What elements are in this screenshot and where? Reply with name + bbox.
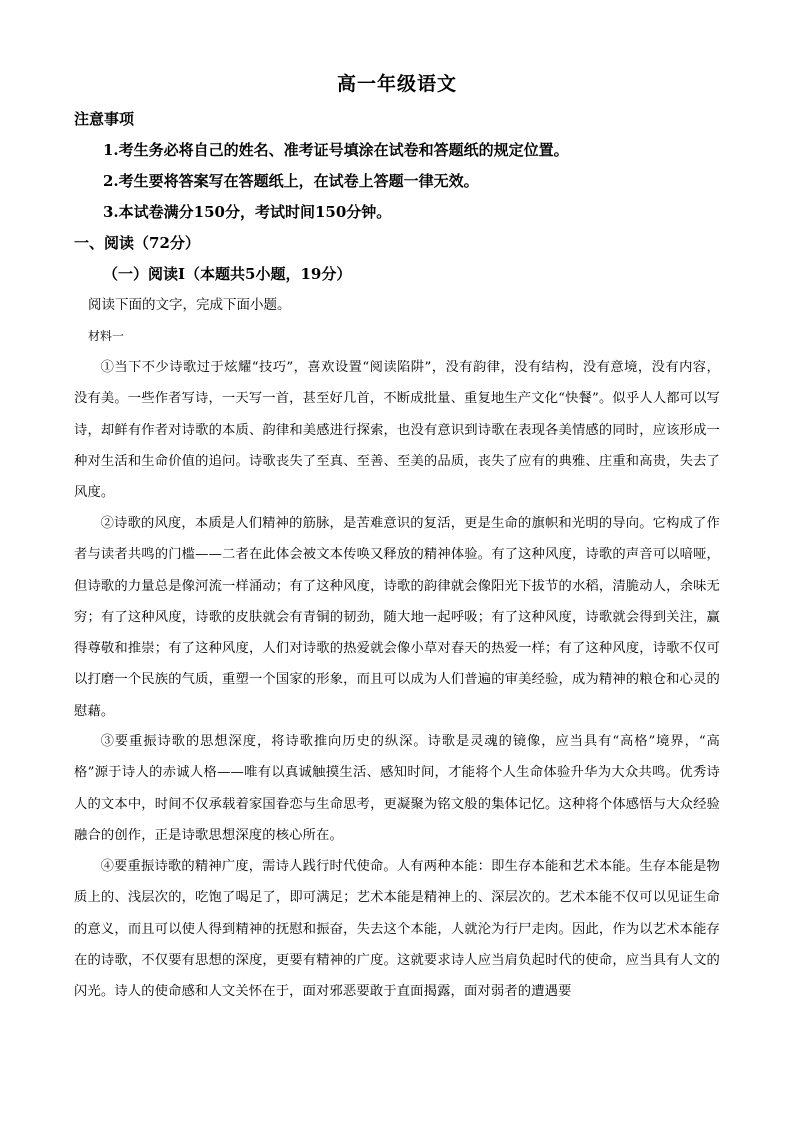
page-title: 高一年级语文: [336, 73, 457, 95]
notice-heading: 注意事项: [74, 110, 135, 128]
paragraph-1: ①当下不少诗歌过于炫耀“技巧”，喜欢设置“阅读陷阱”，没有韵律，没有结构，没有意境，没有内容，没有美。一些作者写诗，一天写一首，甚至好几首，不断成批量、重复地生产文化“快餐”。似乎人人都可以写诗，却鲜有作者对诗歌的本质、韵律和美感进行探索，也没有意识到诗歌在表现各美情感的同时，应该形成一种对生活和生命价值的追问。诗歌丧失了至真、至善、至美的品质，丧失了应有的典雅、庄重和高贵，失去了风度。: [74, 360, 720, 501]
section-heading: 一、阅读（72分）: [74, 234, 200, 252]
reading-instruction: 阅读下面的文字，完成下面小题。: [88, 297, 291, 313]
paragraph-3: ③要重振诗歌的思想深度，将诗歌推向历史的纵深。诗歌是灵魂的镜像，应当具有“高格”境界，“高格”源于诗人的赤诚人格——唯有以真诚触摸生活、感知时间，才能将个人生命体验升华为大众共鸣。优秀诗人的文本中，时间不仅承载着家国眷恋与生命思考，更凝聚为铭文般的集体记忆。这种将个体感悟与大众经验融合的创作，正是诗歌思想深度的核心所在。: [74, 734, 720, 843]
paragraph-4: ④要重振诗歌的精神广度，需诗人践行时代使命。人有两种本能：即生存本能和艺术本能。生存本能是物质上的、浅层次的，吃饱了喝足了，即可满足；艺术本能是精神上的、深层次的。艺术本能不仅可以见证生命的意义，而且可以使人得到精神的抚慰和振奋，失去这个本能，人就沦为行尸走肉。因此，作为以艺术本能存在的诗歌，不仅要有思想的深度，更要有精神的广度。这就要求诗人应当肩负起时代的使命，应当具有人文的闪光。诗人的使命感和人文关怀在于，面对邪恶要敢于直面揭露，面对弱者的遭遇要: [74, 859, 720, 1000]
notice-item-3: 3.本试卷满分150分，考试时间150分钟。: [103, 203, 392, 221]
paragraph-2: ②诗歌的风度，本质是人们精神的筋脉，是苦难意识的复活，更是生命的旗帜和光明的导向。它构成了作者与读者共鸣的门槛——二者在此体会被文本传唤又释放的精神体验。有了这种风度，诗歌的声音可以喑哑，但诗歌的力量总是像河流一样涌动；有了这种风度，诗歌的韵律就会像阳光下拔节的水稻，清脆动人，余味无穷；有了这种风度，诗歌的皮肤就会有青铜的韧劲，随大地一起呼吸；有了这种风度，诗歌就会得到关注，赢得尊敬和推崇；有了这种风度，人们对诗歌的热爱就会像小草对春天的热爱一样；有了这种风度，诗歌不仅可以打磨一个民族的气质，重塑一个国家的形象，而且可以成为人们普遍的审美经验，成为精神的粮仓和心灵的慰藉。: [74, 516, 720, 719]
sub-section-heading: （一）阅读Ⅰ（本题共5小题，19分）: [103, 265, 352, 283]
notice-item-1: 1.考生务必将自己的姓名、准考证号填涂在试卷和答题纸的规定位置。: [103, 141, 569, 159]
notice-item-2: 2.考生要将答案写在答题纸上，在试卷上答题一律无效。: [103, 172, 479, 190]
material-label: 材料一: [88, 329, 125, 343]
